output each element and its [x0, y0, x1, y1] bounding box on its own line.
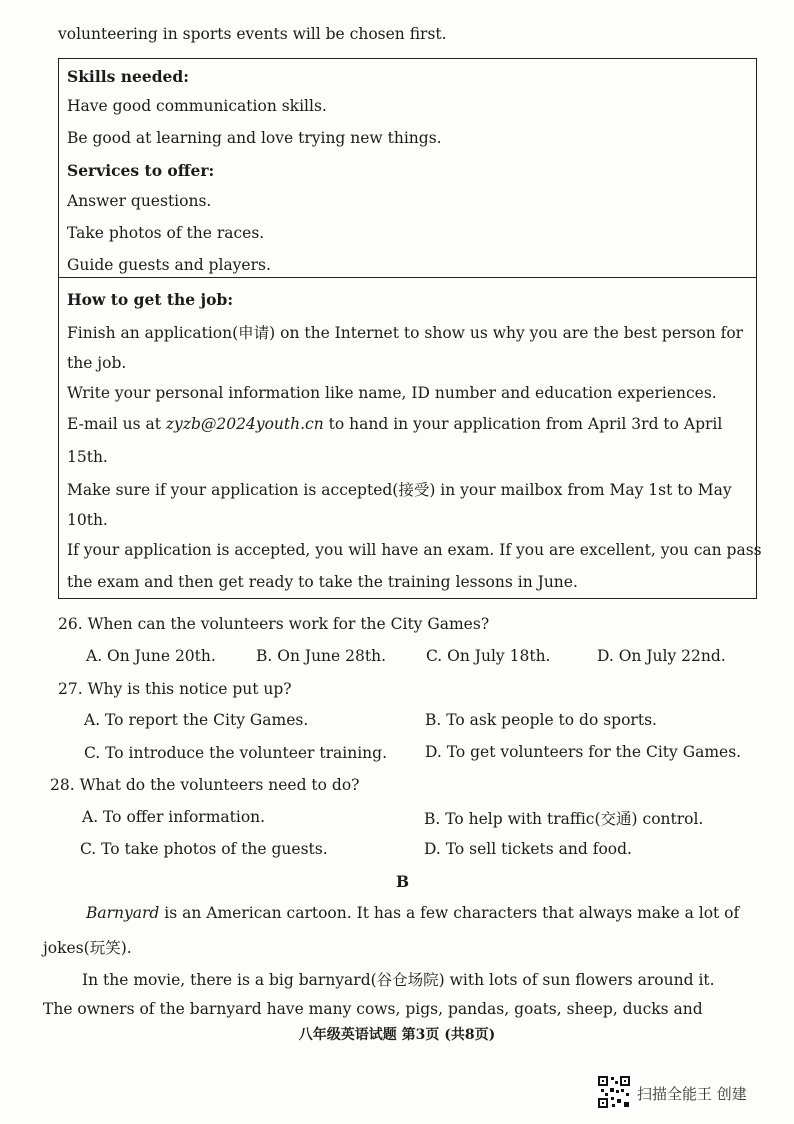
job-line: 10th. [67, 511, 108, 529]
question-option: A. On June 20th. [86, 647, 216, 665]
job-heading: How to get the job: [67, 290, 234, 309]
service-item: Answer questions. [67, 192, 212, 210]
skills-heading: Skills needed: [67, 67, 189, 86]
cartoon-title: Barnyard [86, 904, 160, 922]
question-option: A. To report the City Games. [84, 711, 309, 729]
email-prefix: E-mail us at [67, 415, 166, 433]
job-line: Write your personal information like name, ID number and education experiences. [67, 384, 717, 402]
job-line: the exam and then get ready to take the training lessons in June. [67, 573, 578, 591]
question-option: B. On June 28th. [256, 647, 387, 665]
continued-line: volunteering in sports events will be chosen first. [58, 25, 447, 43]
passage-line: In the movie, there is a big barnyard(谷仓场院) with lots of sun flowers around it. [82, 971, 715, 989]
services-heading: Services to offer: [67, 161, 215, 180]
question-option: B. To ask people to do sports. [425, 711, 657, 729]
service-item: Guide guests and players. [67, 256, 271, 274]
question-stem: 28. What do the volunteers need to do? [50, 776, 360, 794]
question-option: A. To offer information. [82, 808, 266, 826]
scanner-watermark: 扫描全能王 创建 [637, 1085, 747, 1103]
section-label: B [396, 872, 410, 891]
passage-line: The owners of the barnyard have many cows, pigs, pandas, goats, sheep, ducks and [43, 1000, 703, 1018]
question-stem: 26. When can the volunteers work for the City Games? [58, 615, 490, 633]
email-suffix: to hand in your application from April 3rd to April [323, 415, 723, 433]
page-footer: 八年级英语试题 第3页 (共8页) [298, 1027, 496, 1043]
notice-box-lower [58, 277, 762, 599]
job-line: the job. [67, 354, 127, 372]
skill-item: Have good communication skills. [67, 97, 327, 115]
question-option: C. To take photos of the guests. [80, 840, 328, 858]
question-option: D. To sell tickets and food. [424, 840, 632, 858]
job-line: Make sure if your application is accepted(接受) in your mailbox from May 1st to May [67, 481, 732, 499]
service-item: Take photos of the races. [67, 224, 265, 242]
notice-box-upper [58, 58, 757, 278]
job-line: Finish an application(申请) on the Internet to show us why you are the best person for [67, 324, 744, 342]
question-option: C. On July 18th. [426, 647, 551, 665]
email-address: zyzb@2024youth.cn [165, 415, 324, 433]
question-option: D. To get volunteers for the City Games. [425, 743, 742, 761]
passage-text: is an American cartoon. It has a few characters that always make a lot of [159, 904, 740, 922]
question-stem: 27. Why is this notice put up? [58, 680, 292, 698]
job-line: If your application is accepted, you will have an exam. If you are excellent, you can pass [67, 541, 762, 559]
question-option: B. To help with traffic(交通) control. [424, 810, 704, 828]
question-option: C. To introduce the volunteer training. [84, 744, 387, 762]
qr-code-icon [597, 1075, 631, 1109]
passage-line [86, 904, 739, 922]
passage-line: jokes(玩笑). [43, 939, 132, 957]
email-line [67, 415, 722, 433]
job-line: 15th. [67, 448, 108, 466]
question-option: D. On July 22nd. [597, 647, 726, 665]
skill-item: Be good at learning and love trying new things. [67, 129, 442, 147]
